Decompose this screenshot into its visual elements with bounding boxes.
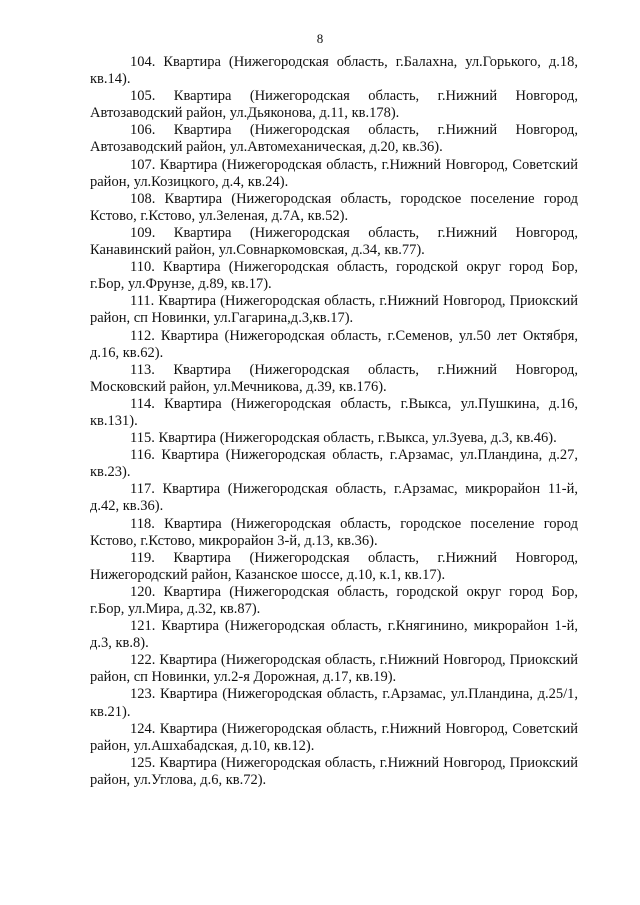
document-body <box>90 54 578 789</box>
list-item: 115. Квартира (Нижегородская область, г.Выкса, ул.Зуева, д.3, кв.46). <box>130 430 557 447</box>
list-item: 113. Квартира (Нижегородская область, г.Нижний Новгород, Московский район, ул.Мечникова, д.39, кв.176). <box>90 361 578 395</box>
list-item: 118. Квартира (Нижегородская область, городское поселение город Кстово, г.Кстово, микрорайон 3-й, д.13, кв.36). <box>90 515 578 549</box>
list-item: 108. Квартира (Нижегородская область, городское поселение город Кстово, г.Кстово, ул.Зеленая, д.7А, кв.52). <box>90 190 578 224</box>
list-item: 121. Квартира (Нижегородская область, г.Княгинино, микрорайон 1-й, д.3, кв.8). <box>90 618 578 652</box>
list-item: 120. Квартира (Нижегородская область, городской округ город Бор, г.Бор, ул.Мира, д.32, кв.87). <box>90 583 578 617</box>
list-item: 125. Квартира (Нижегородская область, г.Нижний Новгород, Приокский район, ул.Углова, д.6, кв.72). <box>90 754 578 788</box>
page-number: 8 <box>316 31 324 46</box>
list-item: 122. Квартира (Нижегородская область, г.Нижний Новгород, Приокский район, сп Новинки, ул.2-я Дорожная, д.17, кв.19). <box>90 652 578 686</box>
list-item: 110. Квартира (Нижегородская область, городской округ город Бор, г.Бор, ул.Фрунзе, д.89, кв.17). <box>90 259 578 293</box>
list-item: 105. Квартира (Нижегородская область, г.Нижний Новгород, Автозаводский район, ул.Дьяконова, д.11, кв.178). <box>90 88 578 122</box>
list-item: 104. Квартира (Нижегородская область, г.Балахна, ул.Горького, д.18, кв.14). <box>90 54 578 88</box>
list-item: 114. Квартира (Нижегородская область, г.Выкса, ул.Пушкина, д.16, кв.131). <box>90 395 578 429</box>
list-item: 106. Квартира (Нижегородская область, г.Нижний Новгород, Автозаводский район, ул.Автомеханическая, д.20, кв.36). <box>90 122 578 156</box>
list-item: 109. Квартира (Нижегородская область, г.Нижний Новгород, Канавинский район, ул.Совнаркомовская, д.34, кв.77). <box>90 224 578 259</box>
list-item: 124. Квартира (Нижегородская область, г.Нижний Новгород, Советский район, ул.Ашхабадская, д.10, кв.12). <box>90 720 578 754</box>
list-item: 112. Квартира (Нижегородская область, г.Семенов, ул.50 лет Октября, д.16, кв.62). <box>90 327 578 361</box>
list-item: 116. Квартира (Нижегородская область, г.Арзамас, ул.Пландина, д.27, кв.23). <box>90 447 578 481</box>
list-item: 107. Квартира (Нижегородская область, г.Нижний Новгород, Советский район, ул.Козицкого, д.4, кв.24). <box>90 156 578 190</box>
list-item: 123. Квартира (Нижегородская область, г.Арзамас, ул.Пландина, д.25/1, кв.21). <box>90 686 578 720</box>
list-item: 117. Квартира (Нижегородская область, г.Арзамас, микрорайон 11-й, д.42, кв.36). <box>90 481 578 515</box>
list-item: 111. Квартира (Нижегородская область, г.Нижний Новгород, Приокский район, сп Новинки, ул.Гагарина,д.3,кв.17). <box>90 293 578 327</box>
list-item: 119. Квартира (Нижегородская область, г.Нижний Новгород, Нижегородский район, Казанское шоссе, д.10, к.1, кв.17). <box>90 549 578 583</box>
